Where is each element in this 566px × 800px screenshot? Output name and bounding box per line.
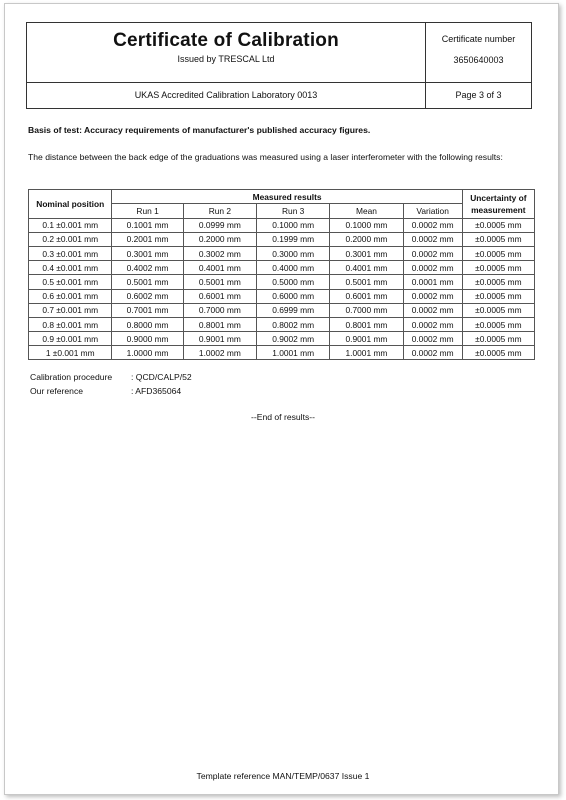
table-cell: 0.3000 mm <box>257 246 330 260</box>
table-cell: ±0.0005 mm <box>462 218 534 232</box>
run2-header: Run 2 <box>183 204 256 218</box>
table-cell: 0.4000 mm <box>257 261 330 275</box>
variation-header: Variation <box>403 204 462 218</box>
table-cell: 1 ±0.001 mm <box>29 346 112 360</box>
table-row <box>29 246 535 260</box>
intro-text: The distance between the back edge of the graduations was measured using a laser interferometer with the following results: <box>28 152 503 162</box>
table-cell: 0.9001 mm <box>330 332 403 346</box>
table-cell: 0.1000 mm <box>257 218 330 232</box>
certificate-page <box>4 3 559 795</box>
table-cell: ±0.0005 mm <box>462 246 534 260</box>
table-row <box>29 317 535 331</box>
template-reference: Template reference MAN/TEMP/0637 Issue 1 <box>196 771 370 781</box>
table-cell: 0.8001 mm <box>183 317 256 331</box>
table-row <box>29 275 535 289</box>
table-cell: 0.4001 mm <box>183 261 256 275</box>
table-cell: 0.5000 mm <box>257 275 330 289</box>
table-cell: ±0.0005 mm <box>462 232 534 246</box>
table-row <box>29 303 535 317</box>
table-cell: 0.3001 mm <box>112 246 183 260</box>
table-cell: ±0.0005 mm <box>462 317 534 331</box>
table-cell: 0.6001 mm <box>183 289 256 303</box>
end-of-results: --End of results-- <box>251 412 315 422</box>
table-row <box>29 218 535 232</box>
table-cell: 0.9001 mm <box>183 332 256 346</box>
table-cell: 0.8001 mm <box>330 317 403 331</box>
table-cell: 0.0001 mm <box>403 275 462 289</box>
table-cell: 1.0001 mm <box>257 346 330 360</box>
issued-by: Issued by TRESCAL Ltd <box>177 54 275 64</box>
table-cell: 0.9 ±0.001 mm <box>29 332 112 346</box>
certificate-number: 3650640003 <box>453 55 504 65</box>
reference-label: Our reference <box>30 386 84 396</box>
table-cell: 0.7 ±0.001 mm <box>29 303 112 317</box>
table-cell: 0.5001 mm <box>112 275 183 289</box>
table-cell: 0.6999 mm <box>257 303 330 317</box>
run1-header: Run 1 <box>112 204 183 218</box>
page-number: Page 3 of 3 <box>455 90 502 100</box>
table-cell: 0.0002 mm <box>403 317 462 331</box>
table-cell: 0.5001 mm <box>330 275 403 289</box>
table-cell: 0.3 ±0.001 mm <box>29 246 112 260</box>
nominal-position-header: Nominal position <box>29 190 112 219</box>
uncertainty-header: Uncertainty of measurement <box>462 190 534 219</box>
table-cell: 0.0002 mm <box>403 346 462 360</box>
table-cell: 1.0002 mm <box>183 346 256 360</box>
table-cell: 0.0002 mm <box>403 303 462 317</box>
table-cell: 0.8000 mm <box>112 317 183 331</box>
table-cell: 0.4002 mm <box>112 261 183 275</box>
run3-header: Run 3 <box>257 204 330 218</box>
table-row <box>29 232 535 246</box>
results-body <box>29 218 535 360</box>
table-cell: 0.2001 mm <box>112 232 183 246</box>
table-cell: ±0.0005 mm <box>462 289 534 303</box>
table-cell: 0.1999 mm <box>257 232 330 246</box>
table-row <box>29 289 535 303</box>
table-cell: 0.6 ±0.001 mm <box>29 289 112 303</box>
table-cell: 0.1000 mm <box>330 218 403 232</box>
table-cell: 0.7000 mm <box>330 303 403 317</box>
table-cell: 0.5001 mm <box>183 275 256 289</box>
table-cell: 0.8 ±0.001 mm <box>29 317 112 331</box>
table-cell: 0.0999 mm <box>183 218 256 232</box>
certificate-number-block <box>426 23 531 83</box>
table-cell: 1.0001 mm <box>330 346 403 360</box>
table-cell: 0.0002 mm <box>403 246 462 260</box>
table-cell: 0.0002 mm <box>403 218 462 232</box>
table-cell: 0.0002 mm <box>403 261 462 275</box>
title-block <box>27 23 426 83</box>
table-cell: ±0.0005 mm <box>462 332 534 346</box>
table-cell: 0.4 ±0.001 mm <box>29 261 112 275</box>
table-cell: 0.9002 mm <box>257 332 330 346</box>
table-cell: 0.2000 mm <box>330 232 403 246</box>
page-title: Certificate of Calibration <box>113 30 339 51</box>
certificate-header <box>26 22 532 109</box>
table-cell: 0.0002 mm <box>403 332 462 346</box>
table-cell: 0.3001 mm <box>330 246 403 260</box>
table-cell: 0.3002 mm <box>183 246 256 260</box>
results-table <box>28 189 535 360</box>
table-cell: 0.6000 mm <box>257 289 330 303</box>
mean-header: Mean <box>330 204 403 218</box>
certificate-number-label: Certificate number <box>441 34 516 44</box>
table-cell: 0.6002 mm <box>112 289 183 303</box>
table-cell: 0.1001 mm <box>112 218 183 232</box>
table-cell: 0.0002 mm <box>403 289 462 303</box>
table-cell: 0.6001 mm <box>330 289 403 303</box>
table-cell: 0.1 ±0.001 mm <box>29 218 112 232</box>
table-cell: ±0.0005 mm <box>462 303 534 317</box>
table-cell: 0.5 ±0.001 mm <box>29 275 112 289</box>
basis-of-test: Basis of test: Accuracy requirements of manufacturer's published accuracy figures. <box>28 125 371 135</box>
procedure-value: : QCD/CALP/52 <box>131 372 192 382</box>
laboratory-label: UKAS Accredited Calibration Laboratory 0013 <box>27 83 426 108</box>
table-cell: 0.8002 mm <box>257 317 330 331</box>
table-cell: ±0.0005 mm <box>462 275 534 289</box>
table-row <box>29 261 535 275</box>
procedure-label: Calibration procedure <box>30 372 113 382</box>
table-cell: 0.2 ±0.001 mm <box>29 232 112 246</box>
table-row <box>29 346 535 360</box>
table-cell: 1.0000 mm <box>112 346 183 360</box>
table-cell: 0.2000 mm <box>183 232 256 246</box>
reference-value: : AFD365064 <box>131 386 182 396</box>
table-cell: 0.0002 mm <box>403 232 462 246</box>
table-cell: 0.4001 mm <box>330 261 403 275</box>
table-cell: 0.7000 mm <box>183 303 256 317</box>
table-row <box>29 332 535 346</box>
table-cell: 0.7001 mm <box>112 303 183 317</box>
measured-results-header: Measured results <box>112 190 462 204</box>
table-cell: ±0.0005 mm <box>462 261 534 275</box>
table-cell: ±0.0005 mm <box>462 346 534 360</box>
table-cell: 0.9000 mm <box>112 332 183 346</box>
